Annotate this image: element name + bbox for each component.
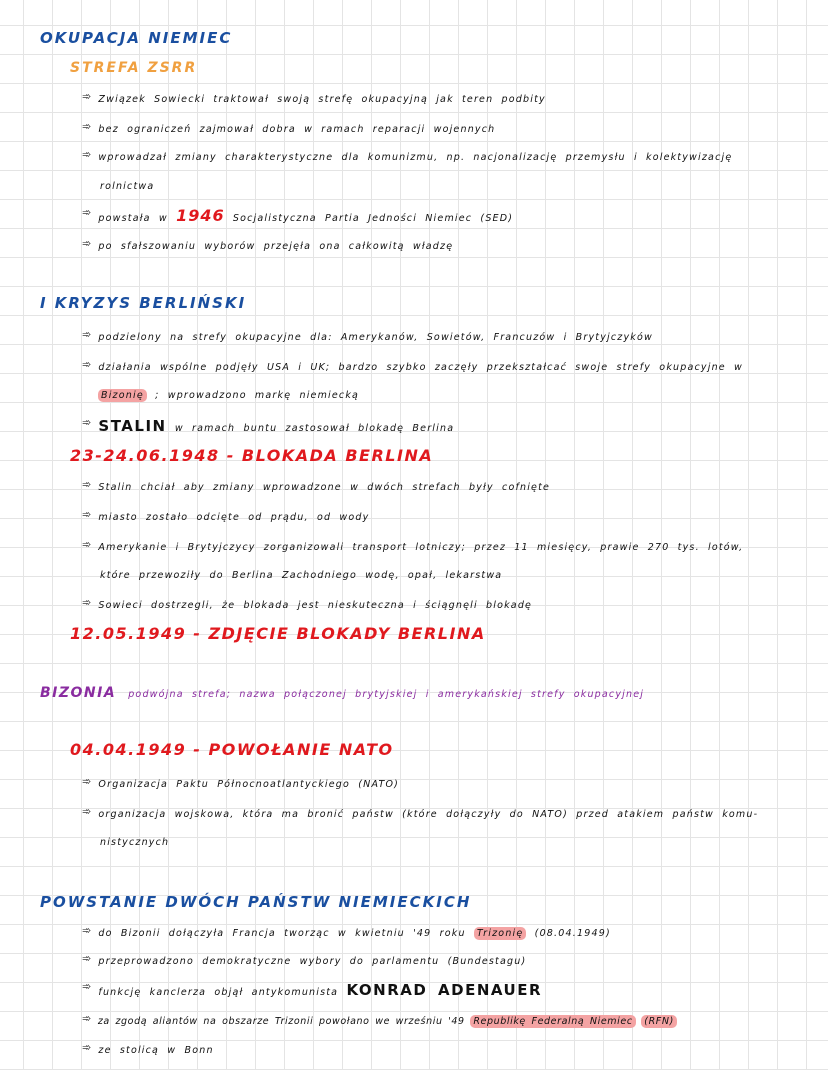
bullet-text: za zgodą aliantów na obszarze Trizonii powołano we wrześniu '49 [97,1016,465,1027]
bullet-text: do Bizonii dołączyła Francja tworząc w kwietniu '49 roku [98,928,466,939]
highlight-trizonie: Trizonię [474,927,527,940]
bullet-text: przeprowadzono demokratyczne wybory do parlamentu (Bundestagu) [98,956,527,967]
highlight-rfn-abbr: (RFN) [641,1015,677,1028]
bullet [82,206,513,229]
bullet-text: podzielony na strefy okupacyjne dla: Amerykanów, Sowietów, Francuzów i Brytyjczyków [98,332,653,343]
bizonia-term: BIZONIA [40,685,117,701]
bullet [82,1041,214,1061]
bullet-text: Związek Sowiecki traktował swoją strefę okupacyjną jak teren podbity [98,94,546,105]
arrow-icon: ➾ [82,924,93,937]
arrow-icon: ➾ [82,775,93,788]
subheading-strefa-zsrr: STREFA ZSRR [70,60,198,76]
bullet-text: Stalin chciał aby zmiany wprowadzone w dwóch strefach były cofnięte [98,482,551,493]
bullet [82,120,495,140]
bullet [82,478,550,498]
heading-okupacja: OKUPACJA NIEMIEC [40,29,233,47]
arrow-icon: ➾ [82,538,93,551]
bullet [82,237,453,257]
bullet [82,148,732,168]
bizonia-def: podwójna strefa; nazwa połączonej brytyjskiej i amerykańskiej strefy okupacyjnej [128,689,645,700]
arrow-icon: ➾ [82,358,93,371]
bullet [82,508,369,528]
bullet-text: Organizacja Paktu Północnoatlantyckiego (NATO) [98,779,400,790]
bullet [82,924,611,944]
bullet [82,538,743,558]
adenauer-bold: KONRAD ADENAUER [346,981,543,999]
arrow-icon: ➾ [82,596,93,609]
arrow-icon: ➾ [82,478,93,491]
bullet-text: organizacja wojskowa, która ma bronić państw (które dołączyły do NATO) przed atakiem państw komu- [98,809,759,820]
arrow-icon: ➾ [82,328,93,341]
bullet-continuation: nistycznych [100,837,170,848]
bullet-text: w ramach buntu zastosował blokadę Berlina [174,423,455,434]
bullet-continuation: rolnictwa [100,181,155,192]
arrow-icon: ➾ [82,1012,92,1025]
arrow-icon: ➾ [82,952,93,965]
event-nato: 04.04.1949 - POWOŁANIE NATO [70,740,394,759]
bullet [82,416,454,439]
bullet [82,90,546,110]
bullet-text: funkcję kanclerza objął antykomunista [98,987,339,998]
arrow-icon: ➾ [82,1041,93,1054]
bullet-continuation [98,386,359,406]
bullet-text: Socjalistyczna Partia Jedności Niemiec (SED) [232,213,514,224]
arrow-icon: ➾ [82,805,93,818]
bullet [82,805,758,825]
arrow-icon: ➾ [82,90,93,103]
arrow-icon: ➾ [82,416,93,429]
year-1946: 1946 [176,206,225,225]
bullet [82,980,542,1003]
bullet [82,358,743,378]
bullet-continuation: które przewoziły do Berlina Zachodniego wodę, opał, lekarstwa [100,570,503,581]
bullet-text: po sfałszowaniu wyborów przejęła ona całkowitą władzę [98,241,454,252]
bullet-text: ze stolicą w Bonn [98,1045,214,1056]
arrow-icon: ➾ [82,237,93,250]
arrow-icon: ➾ [82,980,93,993]
highlight-bizonie: Bizonię [98,389,147,402]
heading-powstanie: POWSTANIE DWÓCH PAŃSTW NIEMIECKICH [40,893,472,911]
arrow-icon: ➾ [82,508,93,521]
bullet [82,952,526,972]
arrow-icon: ➾ [82,206,93,219]
bullet-text: miasto zostało odcięte od prądu, od wody [98,512,370,523]
stalin-bold: STALIN [98,417,167,435]
bullet-text: Amerykanie i Brytyjczycy zorganizowali transport lotniczy; przez 11 miesięcy, prawie 270 tys. lotów, [98,542,744,553]
highlight-rfn: Republikę Federalną Niemiec [470,1015,635,1028]
bullet-text: bez ograniczeń zajmował dobra w ramach reparacji wojennych [98,124,496,135]
bullet [82,775,399,795]
bullet-text: działania wspólne podjęły USA i UK; bardzo szybko zaczęły przekształcać swoje strefy okupacyjne w [98,362,744,373]
heading-kryzys: I KRYZYS BERLIŃSKI [40,294,247,312]
arrow-icon: ➾ [82,120,93,133]
bullet-text: (08.04.1949) [534,928,611,939]
event-blokada: 23-24.06.1948 - BLOKADA BERLINA [70,446,434,465]
arrow-icon: ➾ [82,148,93,161]
bullet-text: powstała w [98,213,168,224]
bizonia-definition [40,683,644,705]
bullet [82,328,653,348]
event-zdjecie-blokady: 12.05.1949 - ZDJĘCIE BLOKADY BERLINA [70,624,486,643]
bullet [82,1012,677,1032]
bullet-text: ; wprowadzono markę niemiecką [155,390,360,401]
bullet-text: Sowieci dostrzegli, że blokada jest nieskuteczna i ściągnęli blokadę [98,600,533,611]
bullet [82,596,532,616]
bullet-text: wprowadzał zmiany charakterystyczne dla komunizmu, np. nacjonalizację przemysłu i kolektywizację [98,152,733,163]
